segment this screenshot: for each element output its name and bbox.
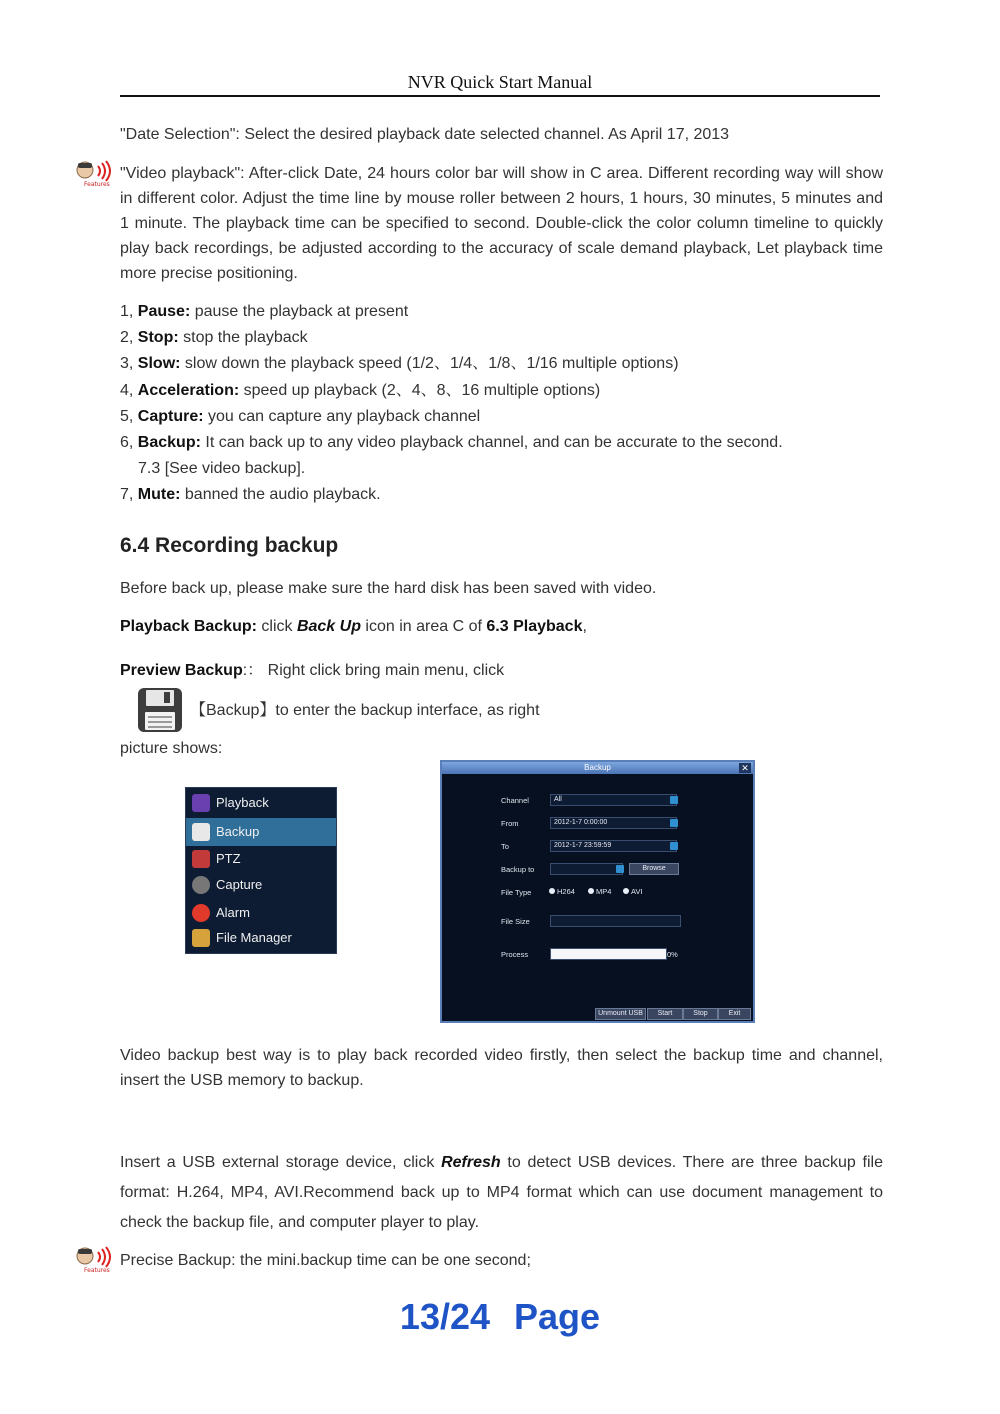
list-item: 3, Slow: slow down the playback speed (1/2、1/4、1/8、1/16 multiple options)	[120, 355, 679, 373]
video-playback-text: "Video playback": After-click Date, 24 hours color bar will show in C area. Different recording way will show in different color. Adjust the time line by mouse roller between 2 hours, 1 hours, 30 minutes, 5 minutes and 1 minute. The playback time can be specified to second. Double-click the color column timeline to quickly play back recordings, be adjusted according to the accuracy of scale demand playback, Let playback time more precise positioning.	[120, 165, 883, 282]
file-size-field	[550, 915, 681, 927]
svg-text:Features: Features	[84, 1267, 110, 1274]
preview-backup-text: Preview Backup:： Right click bring main menu, click	[120, 662, 505, 679]
close-icon[interactable]: ✕	[739, 763, 751, 773]
page-number: 13/24	[399, 1296, 491, 1337]
to-label: To	[501, 842, 509, 851]
precise-backup-text: Precise Backup: the mini.backup time can be one second;	[120, 1252, 531, 1269]
picture-shows-text: picture shows:	[120, 740, 223, 757]
page-number-footer	[0, 1296, 1000, 1338]
unmount-usb-button[interactable]: Unmount USB	[595, 1008, 646, 1020]
list-item: 7.3 [See video backup].	[138, 460, 306, 478]
menu-item-ptz[interactable]: PTZ	[186, 846, 336, 872]
file-type-label: File Type	[501, 888, 532, 897]
list-item: 2, Stop: stop the playback	[120, 329, 308, 347]
process-percent: 0%	[667, 950, 678, 959]
file-size-label: File Size	[501, 917, 530, 926]
alarm-icon	[192, 904, 210, 922]
chevron-down-icon[interactable]	[670, 796, 678, 804]
page-header-title: NVR Quick Start Manual	[407, 72, 593, 92]
from-time-field[interactable]: 2012-1-7 0:00:00	[550, 817, 677, 829]
menu-item-playback[interactable]: Playback	[186, 790, 336, 816]
list-item: 1, Pause: pause the playback at present	[120, 303, 409, 320]
stop-button[interactable]: Stop	[683, 1008, 718, 1020]
radio-mp4[interactable]	[588, 888, 594, 894]
radio-avi[interactable]	[623, 888, 629, 894]
menu-item-capture[interactable]: Capture	[186, 872, 336, 898]
type-h264-label: H264	[557, 887, 575, 896]
date-selection-text: "Date Selection": Select the desired playback date selected channel. As April 17, 2013	[120, 126, 730, 143]
ptz-icon	[192, 850, 210, 868]
process-label: Process	[501, 950, 529, 959]
to-time-field[interactable]: 2012-1-7 23:59:59	[550, 840, 677, 852]
features-icon	[74, 160, 116, 188]
playback-controls-list	[120, 299, 880, 509]
channel-select[interactable]: All	[550, 794, 677, 806]
channel-label: Channel	[501, 796, 529, 805]
backup-icon	[192, 823, 210, 841]
page-label: Page	[514, 1296, 601, 1337]
playback-backup-text: Playback Backup: click Back Up icon in area C of 6.3 Playback,	[120, 618, 587, 635]
features-icon	[74, 1246, 116, 1274]
backup-to-label: Backup to	[501, 865, 535, 874]
browse-button[interactable]: Browse	[629, 863, 679, 875]
usb-backup-paragraph: Insert a USB external storage device, click Refresh to detect USB devices. There are three backup file format: H.264, MP4, AVI.Recommend back up to MP4 format which can use document management to check the backup file, and computer player to play.	[120, 1154, 883, 1231]
spinner-icon[interactable]	[670, 819, 678, 827]
dialog-title: Backup	[442, 762, 753, 774]
list-item: 7, Mute: banned the audio playback.	[120, 486, 381, 504]
playback-icon	[192, 794, 210, 812]
section-title: 6.4 Recording backup	[120, 534, 339, 557]
radio-h264[interactable]	[549, 888, 555, 894]
header-rule	[120, 95, 880, 97]
spinner-icon[interactable]	[670, 842, 678, 850]
type-mp4-label: MP4	[596, 887, 612, 896]
camera-icon	[192, 876, 210, 894]
list-item: 5, Capture: you can capture any playback channel	[120, 407, 481, 425]
exit-button[interactable]: Exit	[718, 1008, 751, 1020]
before-backup-text: Before back up, please make sure the hard disk has been saved with video.	[120, 580, 657, 597]
list-item: 4, Acceleration: speed up playback (2、4、8、16 multiple options)	[120, 381, 601, 399]
video-backup-paragraph: Video backup best way is to play back recorded video firstly, then select the backup time and channel, insert the USB memory to backup.	[120, 1047, 883, 1089]
main-menu-screenshot	[185, 787, 337, 954]
floppy-disk-icon	[136, 686, 184, 734]
chevron-down-icon[interactable]	[616, 865, 624, 873]
start-button[interactable]: Start	[647, 1008, 683, 1020]
backup-dialog-screenshot	[440, 760, 755, 1023]
backup-instruction-text: 【Backup】to enter the backup interface, as right	[190, 702, 540, 719]
folder-icon	[192, 929, 210, 947]
svg-text:Features: Features	[84, 181, 110, 188]
menu-item-file-manager[interactable]: File Manager	[186, 925, 336, 951]
menu-item-backup[interactable]: Backup	[186, 818, 336, 846]
from-label: From	[501, 819, 519, 828]
list-item: 6, Backup: It can back up to any video playback channel, and can be accurate to the second.	[120, 434, 783, 452]
backup-to-select[interactable]	[550, 863, 623, 875]
process-bar	[550, 948, 667, 960]
type-avi-label: AVI	[631, 887, 643, 896]
menu-item-alarm[interactable]: Alarm	[186, 900, 336, 926]
